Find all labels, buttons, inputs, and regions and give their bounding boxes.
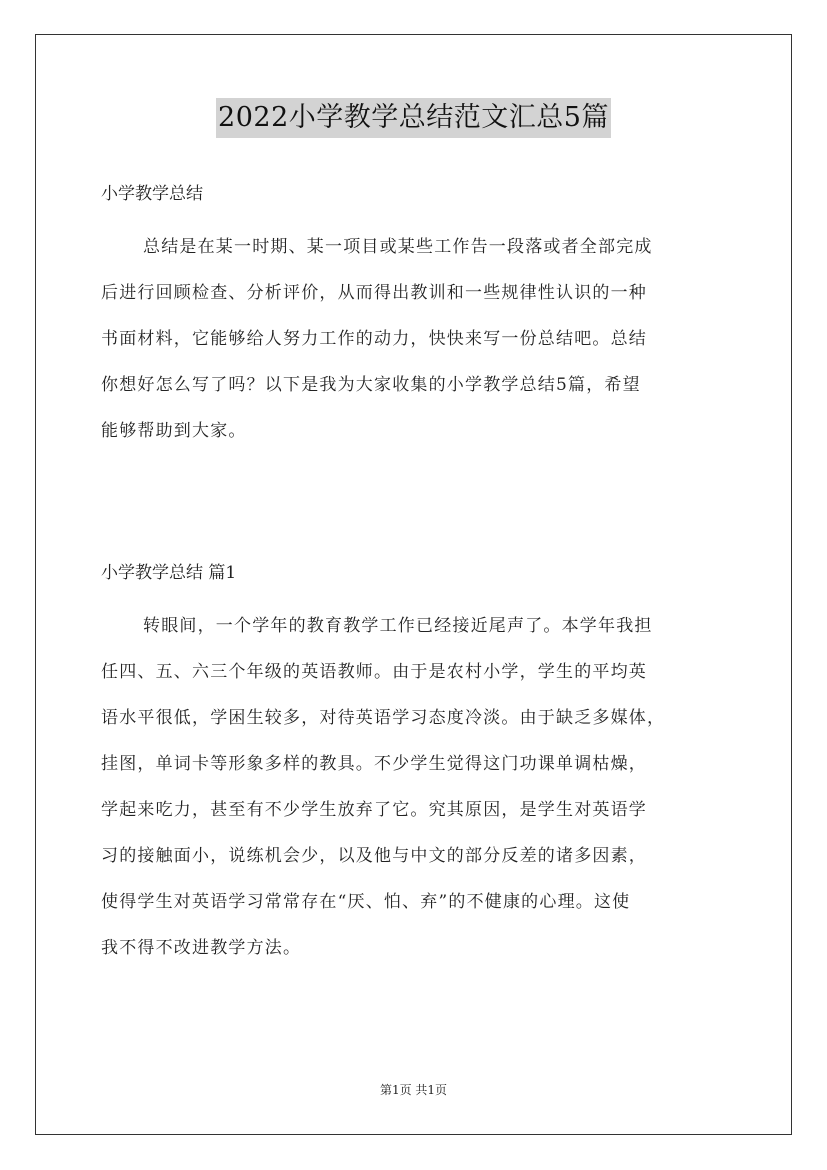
section-heading-part1: 小学教学总结 篇1 (101, 563, 237, 583)
intro-paragraph (101, 224, 741, 454)
paragraph-line: 任四、五、六三个年级的英语教师。由于是农村小学，学生的平均英 (101, 662, 647, 682)
paragraph-line: 后进行回顾检查、分析评价，从而得出教训和一些规律性认识的一种 (101, 283, 647, 303)
paragraph-line: 语水平很低，学困生较多，对待英语学习态度冷淡。由于缺乏多媒体， (101, 708, 666, 728)
paragraph-line: 你想好怎么写了吗？以下是我为大家收集的小学教学总结5篇，希望 (101, 375, 641, 395)
paragraph-line: 书面材料，它能够给人努力工作的动力，快快来写一份总结吧。总结 (101, 329, 647, 349)
paragraph-line: 学起来吃力，甚至有不少学生放弃了它。究其原因，是学生对英语学 (101, 800, 647, 820)
section-heading-intro: 小学教学总结 (101, 184, 203, 204)
document-title: 2022小学教学总结范文汇总5篇 (216, 98, 611, 138)
title-container (0, 98, 827, 138)
paragraph-line: 转眼间，一个学年的教育教学工作已经接近尾声了。本学年我担 (143, 616, 653, 636)
paragraph-line: 总结是在某一时期、某一项目或某些工作告一段落或者全部完成 (143, 237, 653, 257)
paragraph-line: 能够帮助到大家。 (101, 421, 247, 441)
paragraph-line: 习的接触面小，说练机会少，以及他与中文的部分反差的诸多因素， (101, 846, 647, 866)
paragraph-line: 使得学生对英语学习常常存在“厌、怕、弃”的不健康的心理。这使 (101, 892, 631, 912)
paragraph-line: 我不得不改进教学方法。 (101, 938, 302, 958)
section1-paragraph (101, 603, 741, 971)
page-footer: 第1页 共1页 (379, 1083, 448, 1097)
paragraph-line: 挂图，单词卡等形象多样的教具。不少学生觉得这门功课单调枯燥， (101, 754, 647, 774)
